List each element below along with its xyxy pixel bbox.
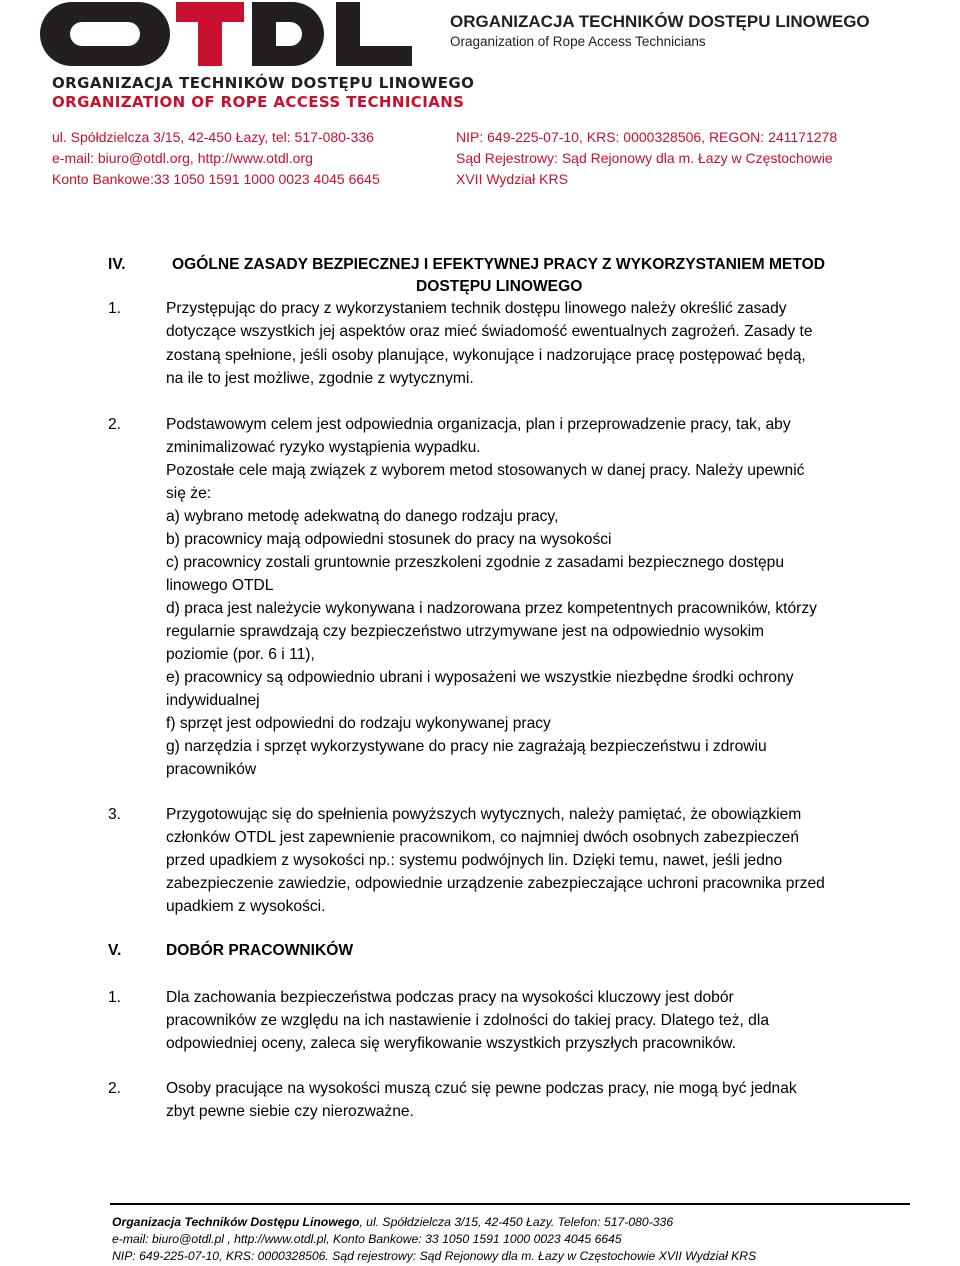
section-iv-item2-line: Podstawowym celem jest odpowiednia organizacja, plan i przeprowadzenie pracy, tak, aby bbox=[166, 416, 791, 433]
section-iv-item2-line: indywidualnej bbox=[166, 692, 260, 709]
section-v-item1-line: Dla zachowania bezpieczeństwa podczas pracy na wysokości kluczowy jest dobór bbox=[166, 989, 734, 1006]
otdl-logo bbox=[40, 0, 420, 72]
section-iv-item3-line: przed upadkiem z wysokości np.: systemu podwójnych lin. Dzięki temu, nawet, jeśli jedno bbox=[166, 852, 783, 869]
section-v-item1-line: pracowników ze względu na ich nastawienie i zdolności do takiej pracy. Dlatego też, dla bbox=[166, 1012, 769, 1029]
section-v-title: DOBÓR PRACOWNIKÓW bbox=[166, 942, 354, 959]
section-iv-item2-line: a) wybrano metodę adekwatną do danego rodzaju pracy, bbox=[166, 508, 559, 525]
section-iv-item1-line: dotyczące wszystkich jej aspektów oraz mieć świadomość ewentualnych zagrożeń. Zasady te bbox=[166, 323, 813, 340]
section-iv-item2-line: pracowników bbox=[166, 761, 257, 778]
section-iv-item2-line: Pozostałe cele mają związek z wyborem metod stosowanych w danej pracy. Należy upewnić bbox=[166, 462, 805, 479]
header-title-pl: ORGANIZACJA TECHNIKÓW DOSTĘPU LINOWEGO bbox=[450, 12, 870, 31]
section-v-item2-number: 2. bbox=[108, 1080, 122, 1097]
section-iv-item2-line: c) pracownicy zostali gruntownie przeszkoleni zgodnie z zasadami bezpiecznego dostępu bbox=[166, 554, 785, 571]
section-iv-item3-line: upadkiem z wysokości. bbox=[166, 898, 326, 915]
section-iv-title-line2: DOSTĘPU LINOWEGO bbox=[416, 278, 583, 295]
section-iv-item2-line: f) sprzęt jest odpowiedni do rodzaju wykonywanej pracy bbox=[166, 715, 551, 732]
section-iv-item2-line: linowego OTDL bbox=[166, 577, 274, 594]
section-iv-item3-line: członków OTDL jest zapewnienie pracownikom, co najmniej dwóch osobnych zabezpieczeń bbox=[166, 829, 800, 846]
section-iv-item3-line: Przygotowując się do spełnienia powyższych wytycznych, należy pamiętać, że obowiązkiem bbox=[166, 806, 802, 823]
section-iv-item2-line: się że: bbox=[166, 485, 212, 502]
section-iv-item2-line: b) pracownicy mają odpowiedni stosunek do pracy na wysokości bbox=[166, 531, 612, 548]
section-iv-item2-line: zminimalizować ryzyko wystąpienia wypadku. bbox=[166, 439, 481, 456]
header-nip-krs: NIP: 649-225-07-10, KRS: 0000328506, REGON: 241171278 bbox=[456, 129, 838, 145]
org-name-en-caps: ORGANIZATION OF ROPE ACCESS TECHNICIANS bbox=[52, 93, 465, 111]
header-department: XVII Wydział KRS bbox=[456, 171, 568, 187]
section-v-item2-line: zbyt pewne siebie czy nierozważne. bbox=[166, 1103, 414, 1120]
section-iv-item2-line: regularnie sprawdzają czy bezpieczeństwo utrzymywane jest na odpowiednio wysokim bbox=[166, 623, 765, 640]
section-v-item1-line: odpowiedniej oceny, zaleca się weryfikowanie wszystkich przyszłych pracowników. bbox=[166, 1035, 736, 1052]
footer-line-1 bbox=[112, 1214, 673, 1231]
header-bank-account: Konto Bankowe:33 1050 1591 1000 0023 4045 6645 bbox=[52, 171, 380, 187]
org-name-pl-caps: ORGANIZACJA TECHNIKÓW DOSTĘPU LINOWEGO bbox=[52, 74, 475, 92]
section-iv-item3-number: 3. bbox=[108, 806, 122, 823]
section-iv-item2-line: e) pracownicy są odpowiednio ubrani i wyposażeni we wszystkie niezbędne środki ochrony bbox=[166, 669, 794, 686]
section-v-item2-line: Osoby pracujące na wysokości muszą czuć się pewne podczas pracy, nie mogą być jednak bbox=[166, 1080, 797, 1097]
section-iv-numeral: IV. bbox=[108, 256, 126, 273]
section-iv-item2-number: 2. bbox=[108, 416, 122, 433]
section-iv-item2-line: d) praca jest należycie wykonywana i nadzorowana przez kompetentnych pracowników, którzy bbox=[166, 600, 817, 617]
section-iv-item2-line: g) narzędzia i sprzęt wykorzystywane do pracy nie zagrażają bezpieczeństwu i zdrowiu bbox=[166, 738, 767, 755]
section-iv-title-line1: OGÓLNE ZASADY BEZPIECZNEJ I EFEKTYWNEJ PRACY Z WYKORZYSTANIEM METOD bbox=[172, 256, 825, 273]
section-iv-item1-line: na ile to jest możliwe, zgodnie z wytycznymi. bbox=[166, 370, 474, 387]
section-iv-item1-number: 1. bbox=[108, 300, 122, 317]
footer-line-2: e-mail: biuro@otdl.pl , http://www.otdl.pl, Konto Bankowe: 33 1050 1591 1000 0023 4045 6645 bbox=[112, 1232, 622, 1246]
header-address: ul. Spółdzielcza 3/15, 42-450 Łazy, tel: 517-080-336 bbox=[52, 129, 374, 145]
header-email-web: e-mail: biuro@otdl.org, http://www.otdl.org bbox=[52, 150, 313, 166]
header-registry-block bbox=[456, 127, 837, 190]
section-iv-item3-line: zabezpieczenie zawiedzie, odpowiednie urządzenie zabezpieczające uchroni pracownika przed bbox=[166, 875, 825, 892]
section-iv-item2-line: poziomie (por. 6 i 11), bbox=[166, 646, 315, 663]
header-title-en: Oraganization of Rope Access Technicians bbox=[450, 34, 706, 49]
section-iv-item1-line: Przystępując do pracy z wykorzystaniem technik dostępu linowego należy określić zasady bbox=[166, 300, 787, 317]
header-court: Sąd Rejestrowy: Sąd Rejonowy dla m. Łazy w Częstochowie bbox=[456, 150, 833, 166]
section-v-item1-number: 1. bbox=[108, 989, 122, 1006]
section-iv-item1-line: zostaną spełnione, jeśli osoby planujące, wykonujące i nadzorujące pracę postępować będą, bbox=[166, 347, 806, 364]
footer-line-3: NIP: 649-225-07-10, KRS: 0000328506. Sąd rejestrowy: Sąd Rejonowy dla m. Łazy w Częstochowie XVII Wydział KRS bbox=[112, 1249, 757, 1263]
footer-org-name: Organizacja Techników Dostępu Linowego bbox=[112, 1215, 360, 1229]
footer-address: , ul. Spółdzielcza 3/15, 42-450 Łazy. Telefon: 517-080-336 bbox=[359, 1215, 674, 1229]
section-v-numeral: V. bbox=[108, 942, 122, 959]
header-contact-block bbox=[52, 127, 380, 190]
footer-divider bbox=[110, 1203, 910, 1205]
